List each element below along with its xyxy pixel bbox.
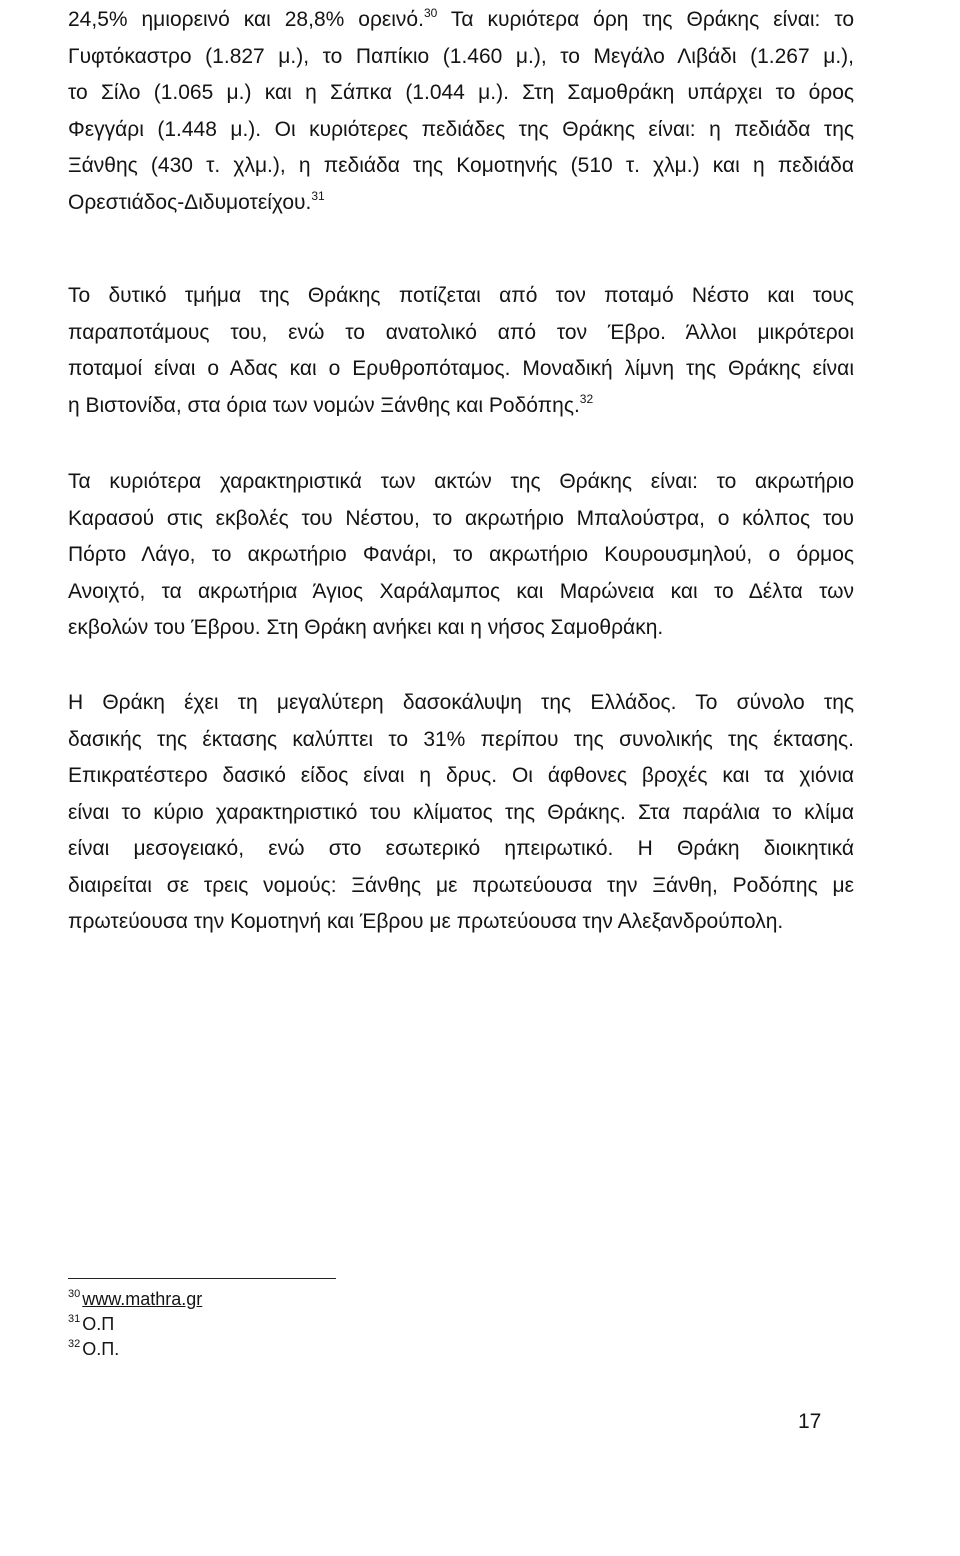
text-line: Η Θράκη έχει τη μεγαλύτερη δασοκάλυψη της Ελλάδος. Το σύνολο της — [68, 691, 854, 714]
text-line: παραποτάμους του, ενώ το ανατολικό από τον Έβρο. Άλλοι μικρότεροι — [68, 320, 854, 344]
footnote-text: Ο.Π — [82, 1314, 115, 1334]
footnote-number: 31 — [68, 1313, 81, 1325]
footnote-31 — [68, 1313, 114, 1335]
footnote-number: 32 — [68, 1338, 81, 1350]
paragraph-rivers — [68, 278, 854, 424]
text-line: δασικής της έκτασης καλύπτει το 31% περίπου της συνολικής της έκτασης. — [68, 727, 854, 751]
text-line: Επικρατέστερο δασικό είδος είναι η δρυς. Οι άφθονες βροχές και τα χιόνια — [68, 764, 854, 787]
text-line: Φεγγάρι (1.448 μ.). Οι κυριότερες πεδιάδες της Θράκης είναι: η πεδιάδα της — [68, 117, 854, 141]
text-line: διαιρείται σε τρεις νομούς: Ξάνθης με πρωτεύουσα την Ξάνθη, Ροδόπης με — [68, 873, 854, 897]
footnote-link[interactable]: www.mathra.gr — [82, 1289, 203, 1309]
text-line: Ορεστιάδος-Διδυμοτείχου.$^{31}$ — [68, 188, 325, 214]
footnote-ref-32[interactable]: 32 — [579, 391, 594, 406]
text-line: 24,5% ημιορεινό και 28,8% ορεινό.$^{30}$ Τα κυριότερα όρη της Θράκης είναι: το — [68, 6, 855, 31]
text-line: ποταμοί είναι ο Αδας και ο Ερυθροπόταμος. Μοναδική λίμνη της Θράκης είναι — [68, 357, 854, 380]
text-line: η Βιστονίδα, στα όρια των νομών Ξάνθης και Ροδόπης.$^{32}$ — [68, 391, 594, 417]
footnote-32 — [68, 1338, 119, 1360]
text-line: πρωτεύουσα την Κομοτηνή και Έβρου με πρωτεύουσα την Αλεξανδρούπολη. — [68, 910, 784, 933]
footnote-number: 30 — [68, 1288, 81, 1300]
text-line: Πόρτο Λάγο, το ακρωτήριο Φανάρι, το ακρωτήριο Κουρουσμηλού, ο όρμος — [68, 543, 854, 566]
text-line: Ανοιχτό, τα ακρωτήρια Άγιος Χαράλαμπος και Μαρώνεια και το Δέλτα των — [68, 579, 854, 603]
footnote-30 — [68, 1288, 202, 1310]
paragraph-forests-climate — [68, 685, 854, 941]
text-line: το Σίλο (1.065 μ.) και η Σάπκα (1.044 μ.). Στη Σαμοθράκη υπάρχει το όρος — [68, 81, 854, 104]
footnote-ref-30[interactable]: 30 — [423, 6, 438, 20]
paragraph-mountains — [68, 2, 854, 221]
text-line: Καρασού στις εκβολές του Νέστου, το ακρωτήριο Μπαλούστρα, ο κόλπος του — [68, 506, 854, 530]
text-line: εκβολών του Έβρου. Στη Θράκη ανήκει και η νήσος Σαμοθράκη. — [68, 616, 664, 639]
text-line: είναι μεσογειακό, ενώ στο εσωτερικό ηπειρωτικό. Η Θράκη διοικητικά — [68, 837, 854, 860]
text-line: Τα κυριότερα χαρακτηριστικά των ακτών της Θράκης είναι: το ακρωτήριο — [68, 470, 854, 493]
footnote-separator — [68, 1278, 336, 1279]
text-line: Γυφτόκαστρο (1.827 μ.), το Παπίκιο (1.460 μ.), το Μεγάλο Λιβάδι (1.267 μ.), — [68, 44, 854, 68]
page-number: 17 — [798, 1410, 822, 1433]
text-line: Το δυτικό τμήμα της Θράκης ποτίζεται από τον ποταμό Νέστο και τους — [68, 284, 854, 307]
footnote-text: Ο.Π. — [82, 1339, 120, 1359]
text-line: είναι το κύριο χαρακτηριστικό του κλίματος της Θράκης. Στα παράλια το κλίμα — [68, 800, 854, 824]
text-line: Ξάνθης (430 τ. χλμ.), η πεδιάδα της Κομοτηνής (510 τ. χλμ.) και η πεδιάδα — [68, 154, 854, 177]
footnote-ref-31[interactable]: 31 — [311, 188, 325, 203]
paragraph-coasts — [68, 464, 854, 647]
